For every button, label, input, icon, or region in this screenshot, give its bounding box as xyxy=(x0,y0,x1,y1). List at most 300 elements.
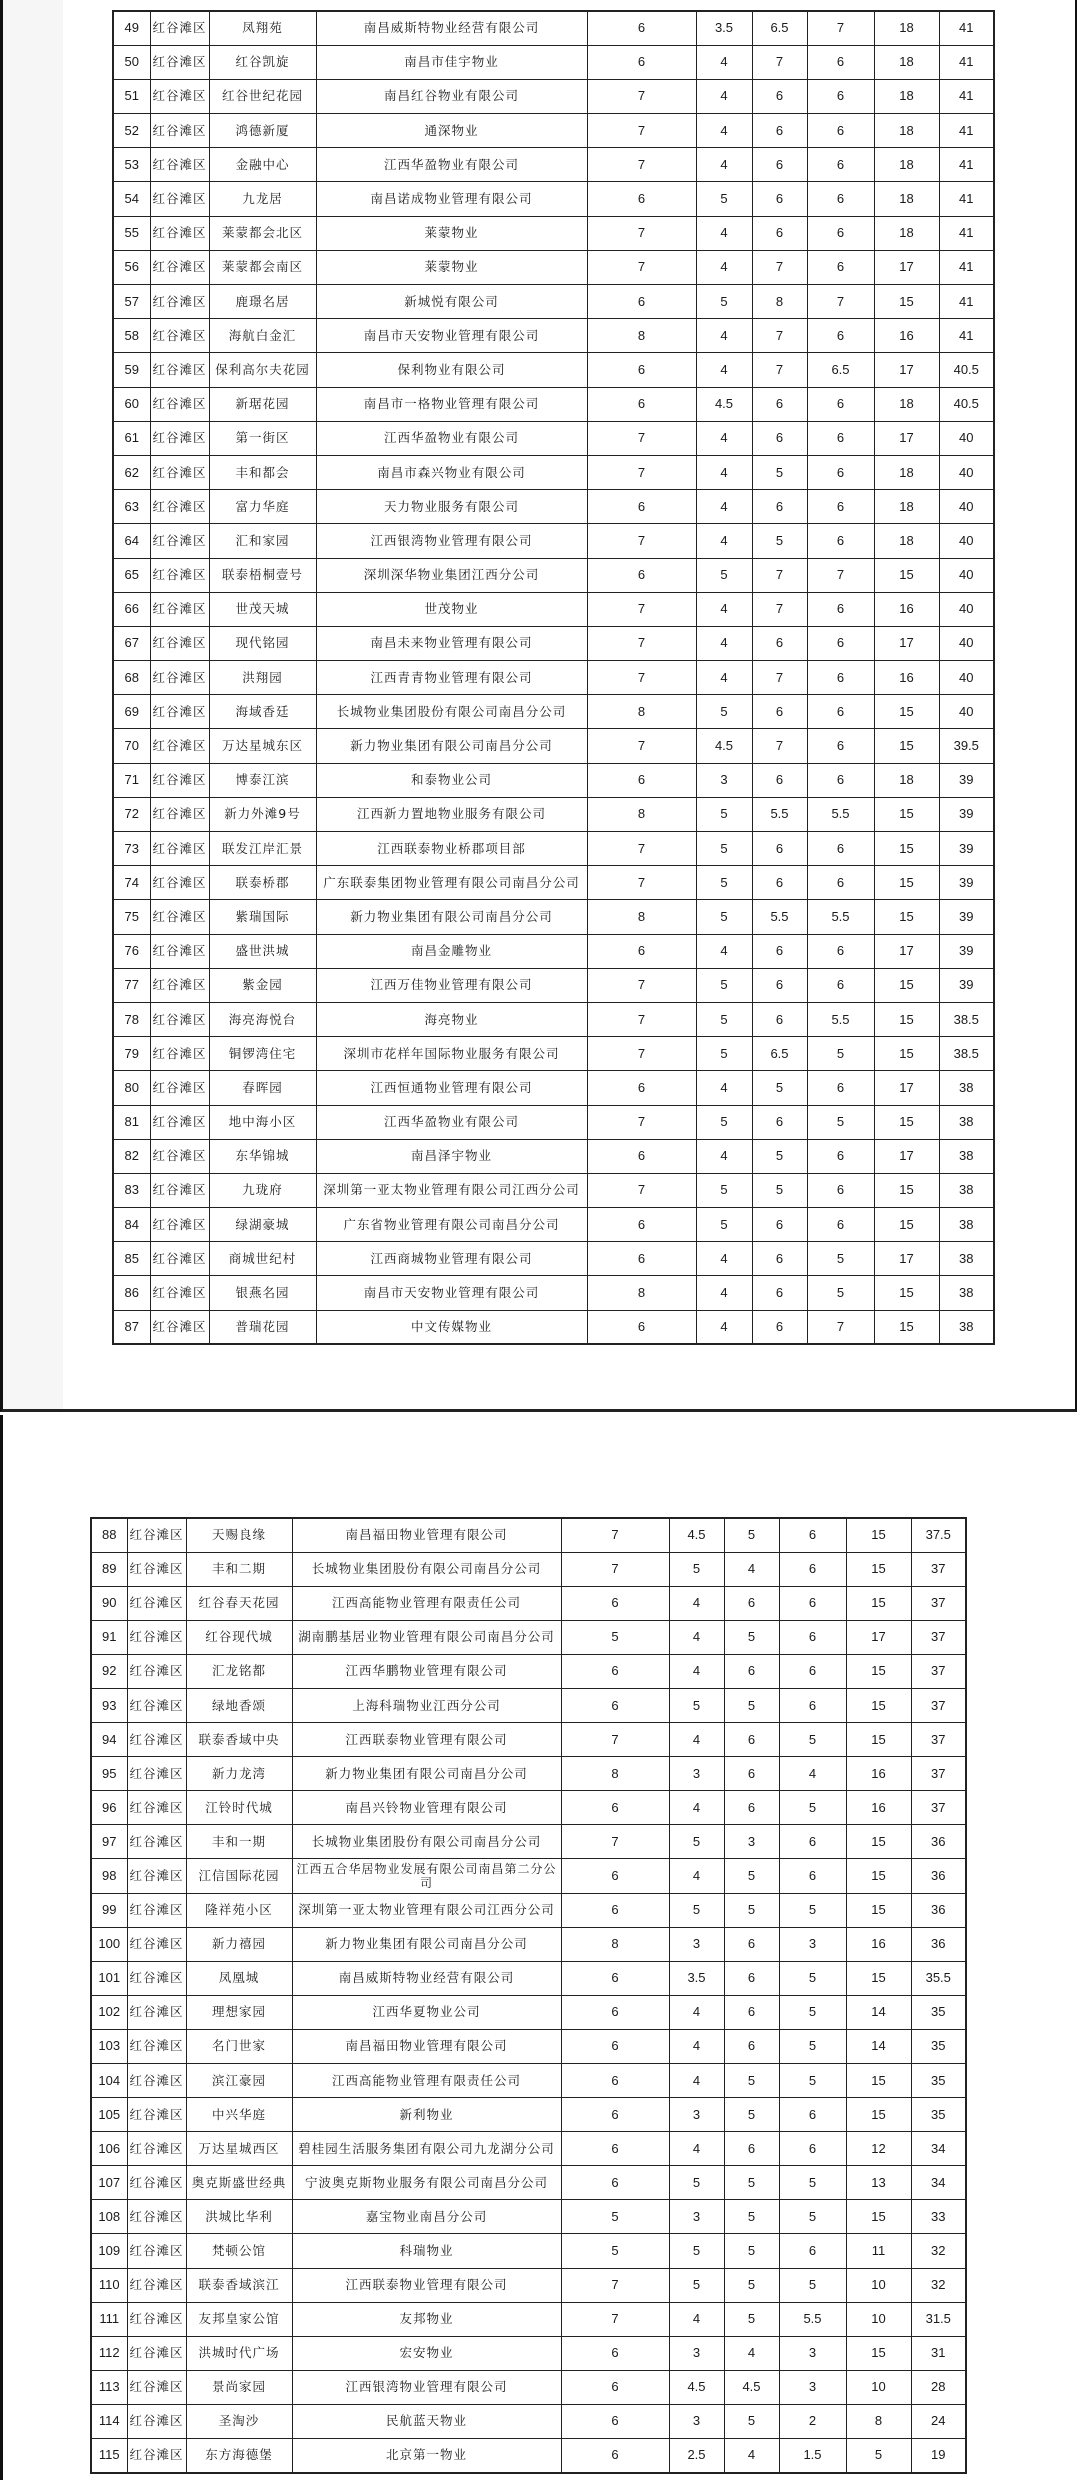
cell-rank: 97 xyxy=(91,1825,127,1859)
cell-district: 红谷滩区 xyxy=(150,866,209,900)
cell-score-2: 3 xyxy=(669,2336,724,2370)
cell-community: 莱蒙都会北区 xyxy=(209,216,316,250)
table-row xyxy=(113,250,994,284)
cell-score-4: 6 xyxy=(779,1552,846,1586)
cell-property-company: 宁波奥克斯物业服务有限公司南昌分公司 xyxy=(292,2166,561,2200)
cell-score-4: 6 xyxy=(807,319,874,353)
cell-district: 红谷滩区 xyxy=(150,490,209,524)
cell-score-4: 6 xyxy=(807,592,874,626)
cell-district: 红谷滩区 xyxy=(150,695,209,729)
table-row xyxy=(91,2029,966,2063)
cell-score-5: 8 xyxy=(846,2404,911,2438)
cell-district: 红谷滩区 xyxy=(150,250,209,284)
cell-total-score: 35 xyxy=(911,2029,966,2063)
cell-community: 春晖园 xyxy=(209,1071,316,1105)
cell-score-1: 6 xyxy=(587,11,696,45)
table-row xyxy=(91,2268,966,2302)
cell-score-3: 5 xyxy=(752,1071,807,1105)
cell-score-3: 3 xyxy=(724,1825,779,1859)
cell-score-2: 4 xyxy=(696,592,752,626)
cell-rank: 72 xyxy=(113,797,150,831)
table-row xyxy=(91,1620,966,1654)
cell-score-4: 6 xyxy=(779,2234,846,2268)
cell-community: 银燕名园 xyxy=(209,1276,316,1310)
cell-district: 红谷滩区 xyxy=(127,1518,186,1552)
cell-total-score: 19 xyxy=(911,2439,966,2473)
cell-community: 奥克斯盛世经典 xyxy=(186,2166,292,2200)
cell-community: 普瑞花园 xyxy=(209,1310,316,1344)
cell-score-1: 7 xyxy=(561,2268,669,2302)
cell-score-2: 5 xyxy=(669,1825,724,1859)
cell-property-company: 世茂物业 xyxy=(316,592,587,626)
table-row xyxy=(113,832,994,866)
cell-score-5: 15 xyxy=(874,285,939,319)
cell-community: 丰和二期 xyxy=(186,1552,292,1586)
cell-community: 红谷凯旋 xyxy=(209,45,316,79)
cell-district: 红谷滩区 xyxy=(127,1927,186,1961)
cell-community: 紫瑞国际 xyxy=(209,900,316,934)
cell-score-5: 18 xyxy=(874,45,939,79)
cell-community: 丰和一期 xyxy=(186,1825,292,1859)
cell-score-1: 6 xyxy=(561,2166,669,2200)
cell-score-4: 5 xyxy=(779,1995,846,2029)
ranking-table-page-2 xyxy=(90,1517,967,2474)
cell-district: 红谷滩区 xyxy=(150,1310,209,1344)
cell-score-3: 6 xyxy=(752,968,807,1002)
cell-score-1: 7 xyxy=(587,729,696,763)
cell-score-4: 6 xyxy=(807,421,874,455)
cell-score-5: 15 xyxy=(846,1552,911,1586)
cell-score-2: 4 xyxy=(696,1071,752,1105)
cell-score-5: 15 xyxy=(874,797,939,831)
cell-community: 洪城时代广场 xyxy=(186,2336,292,2370)
cell-total-score: 41 xyxy=(939,45,994,79)
cell-score-2: 3 xyxy=(669,2098,724,2132)
table-row xyxy=(91,2302,966,2336)
table-row xyxy=(91,2200,966,2234)
cell-score-4: 6 xyxy=(779,2098,846,2132)
cell-score-3: 4 xyxy=(724,2336,779,2370)
cell-total-score: 35.5 xyxy=(911,1961,966,1995)
cell-rank: 108 xyxy=(91,2200,127,2234)
table-row xyxy=(91,1723,966,1757)
cell-rank: 49 xyxy=(113,11,150,45)
cell-property-company: 新力物业集团有限公司南昌分公司 xyxy=(292,1927,561,1961)
cell-score-3: 6 xyxy=(724,1961,779,1995)
cell-score-4: 6 xyxy=(779,1859,846,1893)
cell-district: 红谷滩区 xyxy=(127,1893,186,1927)
cell-property-company: 江西恒通物业管理有限公司 xyxy=(316,1071,587,1105)
cell-score-5: 15 xyxy=(846,1654,911,1688)
cell-district: 红谷滩区 xyxy=(150,626,209,660)
cell-score-5: 17 xyxy=(874,934,939,968)
cell-score-4: 5 xyxy=(779,1893,846,1927)
cell-total-score: 40 xyxy=(939,455,994,489)
cell-district: 红谷滩区 xyxy=(127,1791,186,1825)
cell-total-score: 38 xyxy=(939,1173,994,1207)
table-row xyxy=(113,1242,994,1276)
cell-score-1: 7 xyxy=(587,592,696,626)
cell-total-score: 37 xyxy=(911,1688,966,1722)
cell-score-2: 4 xyxy=(696,661,752,695)
cell-score-3: 6 xyxy=(724,1995,779,2029)
cell-score-2: 3 xyxy=(669,2200,724,2234)
table-body-page-1 xyxy=(113,11,994,1344)
cell-property-company: 长城物业集团股份有限公司南昌分公司 xyxy=(316,695,587,729)
cell-community: 滨江豪园 xyxy=(186,2064,292,2098)
cell-rank: 85 xyxy=(113,1242,150,1276)
table-row xyxy=(91,2404,966,2438)
cell-score-4: 6.5 xyxy=(807,353,874,387)
cell-property-company: 科瑞物业 xyxy=(292,2234,561,2268)
table-row xyxy=(113,866,994,900)
cell-score-4: 6 xyxy=(807,1139,874,1173)
table-row xyxy=(113,182,994,216)
cell-score-2: 4 xyxy=(669,1586,724,1620)
cell-score-4: 6 xyxy=(807,695,874,729)
cell-property-company: 江西华夏物业公司 xyxy=(292,1995,561,2029)
cell-property-company: 深圳市花样年国际物业服务有限公司 xyxy=(316,1037,587,1071)
cell-property-company: 通深物业 xyxy=(316,114,587,148)
cell-score-1: 6 xyxy=(561,2370,669,2404)
cell-score-2: 4 xyxy=(696,250,752,284)
cell-score-1: 6 xyxy=(587,1139,696,1173)
cell-score-2: 5 xyxy=(696,558,752,592)
cell-property-company: 新力物业集团有限公司南昌分公司 xyxy=(316,729,587,763)
cell-score-1: 5 xyxy=(561,2234,669,2268)
cell-score-5: 10 xyxy=(846,2370,911,2404)
cell-score-2: 4 xyxy=(669,1791,724,1825)
cell-score-1: 6 xyxy=(561,2404,669,2438)
table-row xyxy=(113,45,994,79)
cell-score-1: 6 xyxy=(587,182,696,216)
cell-score-4: 6 xyxy=(807,1173,874,1207)
cell-property-company: 江西联泰物业桥郡项目部 xyxy=(316,832,587,866)
cell-score-1: 7 xyxy=(587,1105,696,1139)
table-row xyxy=(113,1276,994,1310)
cell-rank: 93 xyxy=(91,1688,127,1722)
cell-score-5: 15 xyxy=(874,1173,939,1207)
cell-score-3: 6 xyxy=(724,1791,779,1825)
table-row xyxy=(113,797,994,831)
cell-score-1: 7 xyxy=(587,1037,696,1071)
cell-score-1: 7 xyxy=(587,79,696,113)
cell-score-2: 4 xyxy=(669,2302,724,2336)
cell-district: 红谷滩区 xyxy=(127,2029,186,2063)
cell-score-4: 6 xyxy=(807,216,874,250)
cell-total-score: 41 xyxy=(939,114,994,148)
cell-score-3: 5 xyxy=(724,1518,779,1552)
cell-community: 鹿璟名居 xyxy=(209,285,316,319)
cell-score-5: 15 xyxy=(846,1723,911,1757)
cell-rank: 65 xyxy=(113,558,150,592)
cell-score-1: 6 xyxy=(587,763,696,797)
cell-property-company: 莱蒙物业 xyxy=(316,250,587,284)
cell-score-1: 6 xyxy=(587,387,696,421)
cell-score-3: 4 xyxy=(724,2439,779,2473)
cell-property-company: 江西华盈物业有限公司 xyxy=(316,421,587,455)
cell-property-company: 天力物业服务有限公司 xyxy=(316,490,587,524)
table-row xyxy=(113,455,994,489)
cell-score-5: 16 xyxy=(846,1791,911,1825)
cell-district: 红谷滩区 xyxy=(127,1552,186,1586)
cell-total-score: 39.5 xyxy=(939,729,994,763)
cell-score-3: 6 xyxy=(752,1242,807,1276)
cell-total-score: 35 xyxy=(911,2098,966,2132)
cell-score-5: 15 xyxy=(846,1825,911,1859)
cell-rank: 64 xyxy=(113,524,150,558)
cell-score-1: 7 xyxy=(587,455,696,489)
cell-community: 铜锣湾住宅 xyxy=(209,1037,316,1071)
cell-property-company: 江西华盈物业有限公司 xyxy=(316,1105,587,1139)
cell-score-5: 15 xyxy=(846,1961,911,1995)
cell-district: 红谷滩区 xyxy=(150,182,209,216)
cell-rank: 99 xyxy=(91,1893,127,1927)
cell-score-4: 5 xyxy=(779,1791,846,1825)
cell-score-1: 5 xyxy=(561,1620,669,1654)
cell-total-score: 37 xyxy=(911,1723,966,1757)
cell-score-2: 4 xyxy=(696,1310,752,1344)
cell-score-1: 6 xyxy=(561,2064,669,2098)
cell-score-2: 5 xyxy=(669,2166,724,2200)
cell-score-4: 6 xyxy=(779,1518,846,1552)
table-row xyxy=(91,1791,966,1825)
cell-score-5: 18 xyxy=(874,148,939,182)
cell-property-company: 南昌市森兴物业有限公司 xyxy=(316,455,587,489)
cell-total-score: 39 xyxy=(939,934,994,968)
cell-score-2: 4 xyxy=(669,1995,724,2029)
cell-property-company: 深圳第一亚太物业管理有限公司江西分公司 xyxy=(316,1173,587,1207)
cell-total-score: 28 xyxy=(911,2370,966,2404)
cell-district: 红谷滩区 xyxy=(150,319,209,353)
cell-rank: 91 xyxy=(91,1620,127,1654)
table-row xyxy=(91,1859,966,1893)
cell-property-company: 南昌诺成物业管理有限公司 xyxy=(316,182,587,216)
cell-score-5: 15 xyxy=(846,1893,911,1927)
cell-rank: 76 xyxy=(113,934,150,968)
cell-score-1: 6 xyxy=(561,1586,669,1620)
cell-score-4: 6 xyxy=(807,661,874,695)
table-row xyxy=(113,1002,994,1036)
cell-score-3: 5 xyxy=(724,1620,779,1654)
cell-score-5: 17 xyxy=(874,1139,939,1173)
cell-total-score: 33 xyxy=(911,2200,966,2234)
cell-total-score: 37 xyxy=(911,1552,966,1586)
cell-score-3: 5 xyxy=(752,1139,807,1173)
cell-score-5: 15 xyxy=(846,1859,911,1893)
cell-district: 红谷滩区 xyxy=(127,1757,186,1791)
cell-score-3: 7 xyxy=(752,250,807,284)
cell-score-1: 6 xyxy=(587,490,696,524)
table-row xyxy=(91,2336,966,2370)
cell-score-3: 5 xyxy=(724,2302,779,2336)
cell-total-score: 39 xyxy=(939,797,994,831)
cell-score-4: 6 xyxy=(807,626,874,660)
cell-score-5: 17 xyxy=(874,1242,939,1276)
cell-score-2: 4 xyxy=(669,1654,724,1688)
cell-community: 红谷春天花园 xyxy=(186,1586,292,1620)
cell-score-4: 5.5 xyxy=(779,2302,846,2336)
cell-property-company: 新力物业集团有限公司南昌分公司 xyxy=(292,1757,561,1791)
cell-total-score: 38 xyxy=(939,1242,994,1276)
cell-score-1: 7 xyxy=(587,626,696,660)
cell-property-company: 海亮物业 xyxy=(316,1002,587,1036)
table-row xyxy=(91,1995,966,2029)
cell-score-1: 6 xyxy=(587,934,696,968)
cell-rank: 77 xyxy=(113,968,150,1002)
cell-district: 红谷滩区 xyxy=(150,934,209,968)
cell-community: 中兴华庭 xyxy=(186,2098,292,2132)
cell-score-5: 16 xyxy=(874,319,939,353)
cell-property-company: 江西银湾物业管理有限公司 xyxy=(316,524,587,558)
cell-community: 新力龙湾 xyxy=(186,1757,292,1791)
cell-rank: 51 xyxy=(113,79,150,113)
cell-score-2: 4 xyxy=(696,216,752,250)
cell-property-company: 南昌福田物业管理有限公司 xyxy=(292,2029,561,2063)
cell-community: 联泰香域中央 xyxy=(186,1723,292,1757)
cell-score-3: 6 xyxy=(724,1757,779,1791)
cell-rank: 59 xyxy=(113,353,150,387)
page-1-margin-shadow xyxy=(3,0,63,1409)
cell-district: 红谷滩区 xyxy=(150,1276,209,1310)
cell-score-4: 6 xyxy=(807,182,874,216)
cell-score-4: 1.5 xyxy=(779,2439,846,2473)
cell-score-1: 6 xyxy=(587,285,696,319)
cell-district: 红谷滩区 xyxy=(127,2404,186,2438)
cell-district: 红谷滩区 xyxy=(127,2132,186,2166)
cell-score-2: 3 xyxy=(696,763,752,797)
cell-score-4: 6 xyxy=(779,2132,846,2166)
cell-score-3: 6.5 xyxy=(752,1037,807,1071)
cell-property-company: 南昌红谷物业有限公司 xyxy=(316,79,587,113)
cell-score-1: 6 xyxy=(561,2098,669,2132)
cell-score-4: 6 xyxy=(807,45,874,79)
cell-rank: 54 xyxy=(113,182,150,216)
cell-community: 联泰梧桐壹号 xyxy=(209,558,316,592)
cell-score-2: 5 xyxy=(696,1037,752,1071)
cell-community: 凤翔苑 xyxy=(209,11,316,45)
cell-district: 红谷滩区 xyxy=(127,2439,186,2473)
cell-community: 天赐良缘 xyxy=(186,1518,292,1552)
cell-score-4: 5.5 xyxy=(807,797,874,831)
cell-total-score: 36 xyxy=(911,1927,966,1961)
cell-score-3: 6 xyxy=(752,695,807,729)
cell-score-4: 4 xyxy=(779,1757,846,1791)
cell-score-4: 6 xyxy=(807,729,874,763)
cell-rank: 98 xyxy=(91,1859,127,1893)
cell-property-company: 长城物业集团股份有限公司南昌分公司 xyxy=(292,1825,561,1859)
cell-score-4: 6 xyxy=(807,934,874,968)
cell-score-4: 3 xyxy=(779,2370,846,2404)
table-row xyxy=(113,729,994,763)
cell-score-5: 18 xyxy=(874,216,939,250)
cell-score-4: 7 xyxy=(807,285,874,319)
cell-total-score: 36 xyxy=(911,1825,966,1859)
cell-total-score: 40 xyxy=(939,490,994,524)
cell-rank: 69 xyxy=(113,695,150,729)
table-row xyxy=(91,2370,966,2404)
table-row xyxy=(91,2234,966,2268)
cell-score-2: 3.5 xyxy=(669,1961,724,1995)
cell-score-1: 7 xyxy=(587,250,696,284)
table-row xyxy=(113,148,994,182)
cell-rank: 89 xyxy=(91,1552,127,1586)
cell-total-score: 36 xyxy=(911,1893,966,1927)
cell-total-score: 40 xyxy=(939,695,994,729)
cell-community: 联发江岸汇景 xyxy=(209,832,316,866)
cell-rank: 52 xyxy=(113,114,150,148)
cell-score-3: 7 xyxy=(752,45,807,79)
cell-rank: 95 xyxy=(91,1757,127,1791)
table-row xyxy=(113,763,994,797)
cell-score-5: 17 xyxy=(874,353,939,387)
table-row xyxy=(113,1105,994,1139)
cell-rank: 71 xyxy=(113,763,150,797)
cell-score-1: 6 xyxy=(587,1242,696,1276)
cell-total-score: 40.5 xyxy=(939,387,994,421)
cell-score-2: 5 xyxy=(696,1002,752,1036)
cell-rank: 58 xyxy=(113,319,150,353)
cell-score-5: 18 xyxy=(874,524,939,558)
cell-total-score: 40 xyxy=(939,524,994,558)
cell-rank: 62 xyxy=(113,455,150,489)
cell-score-2: 3.5 xyxy=(696,11,752,45)
cell-rank: 90 xyxy=(91,1586,127,1620)
cell-score-3: 6 xyxy=(752,1002,807,1036)
cell-rank: 86 xyxy=(113,1276,150,1310)
cell-score-5: 10 xyxy=(846,2268,911,2302)
cell-rank: 83 xyxy=(113,1173,150,1207)
cell-score-1: 7 xyxy=(561,1552,669,1586)
cell-score-4: 6 xyxy=(807,763,874,797)
cell-district: 红谷滩区 xyxy=(127,2098,186,2132)
cell-community: 东方海德堡 xyxy=(186,2439,292,2473)
cell-score-4: 7 xyxy=(807,1310,874,1344)
cell-score-5: 17 xyxy=(874,1071,939,1105)
cell-total-score: 37.5 xyxy=(911,1518,966,1552)
cell-score-5: 17 xyxy=(874,421,939,455)
cell-score-3: 5 xyxy=(724,2166,779,2200)
cell-rank: 66 xyxy=(113,592,150,626)
cell-district: 红谷滩区 xyxy=(150,729,209,763)
cell-total-score: 40 xyxy=(939,661,994,695)
cell-community: 商城世纪村 xyxy=(209,1242,316,1276)
cell-score-1: 6 xyxy=(561,1859,669,1893)
cell-score-4: 5 xyxy=(779,1961,846,1995)
cell-score-1: 7 xyxy=(561,1825,669,1859)
cell-total-score: 38.5 xyxy=(939,1002,994,1036)
cell-rank: 109 xyxy=(91,2234,127,2268)
cell-district: 红谷滩区 xyxy=(127,2370,186,2404)
cell-score-5: 18 xyxy=(874,182,939,216)
cell-score-2: 4 xyxy=(669,2029,724,2063)
cell-community: 友邦皇家公馆 xyxy=(186,2302,292,2336)
cell-district: 红谷滩区 xyxy=(150,1242,209,1276)
cell-score-2: 5 xyxy=(696,797,752,831)
cell-rank: 105 xyxy=(91,2098,127,2132)
cell-score-4: 7 xyxy=(807,11,874,45)
cell-score-5: 15 xyxy=(874,1037,939,1071)
cell-score-4: 6 xyxy=(807,250,874,284)
cell-property-company: 江西联泰物业管理有限公司 xyxy=(292,2268,561,2302)
cell-score-4: 5 xyxy=(779,2029,846,2063)
cell-district: 红谷滩区 xyxy=(150,285,209,319)
cell-district: 红谷滩区 xyxy=(150,148,209,182)
cell-score-1: 6 xyxy=(561,1791,669,1825)
table-row xyxy=(113,319,994,353)
cell-score-1: 7 xyxy=(587,148,696,182)
cell-property-company: 新利物业 xyxy=(292,2098,561,2132)
